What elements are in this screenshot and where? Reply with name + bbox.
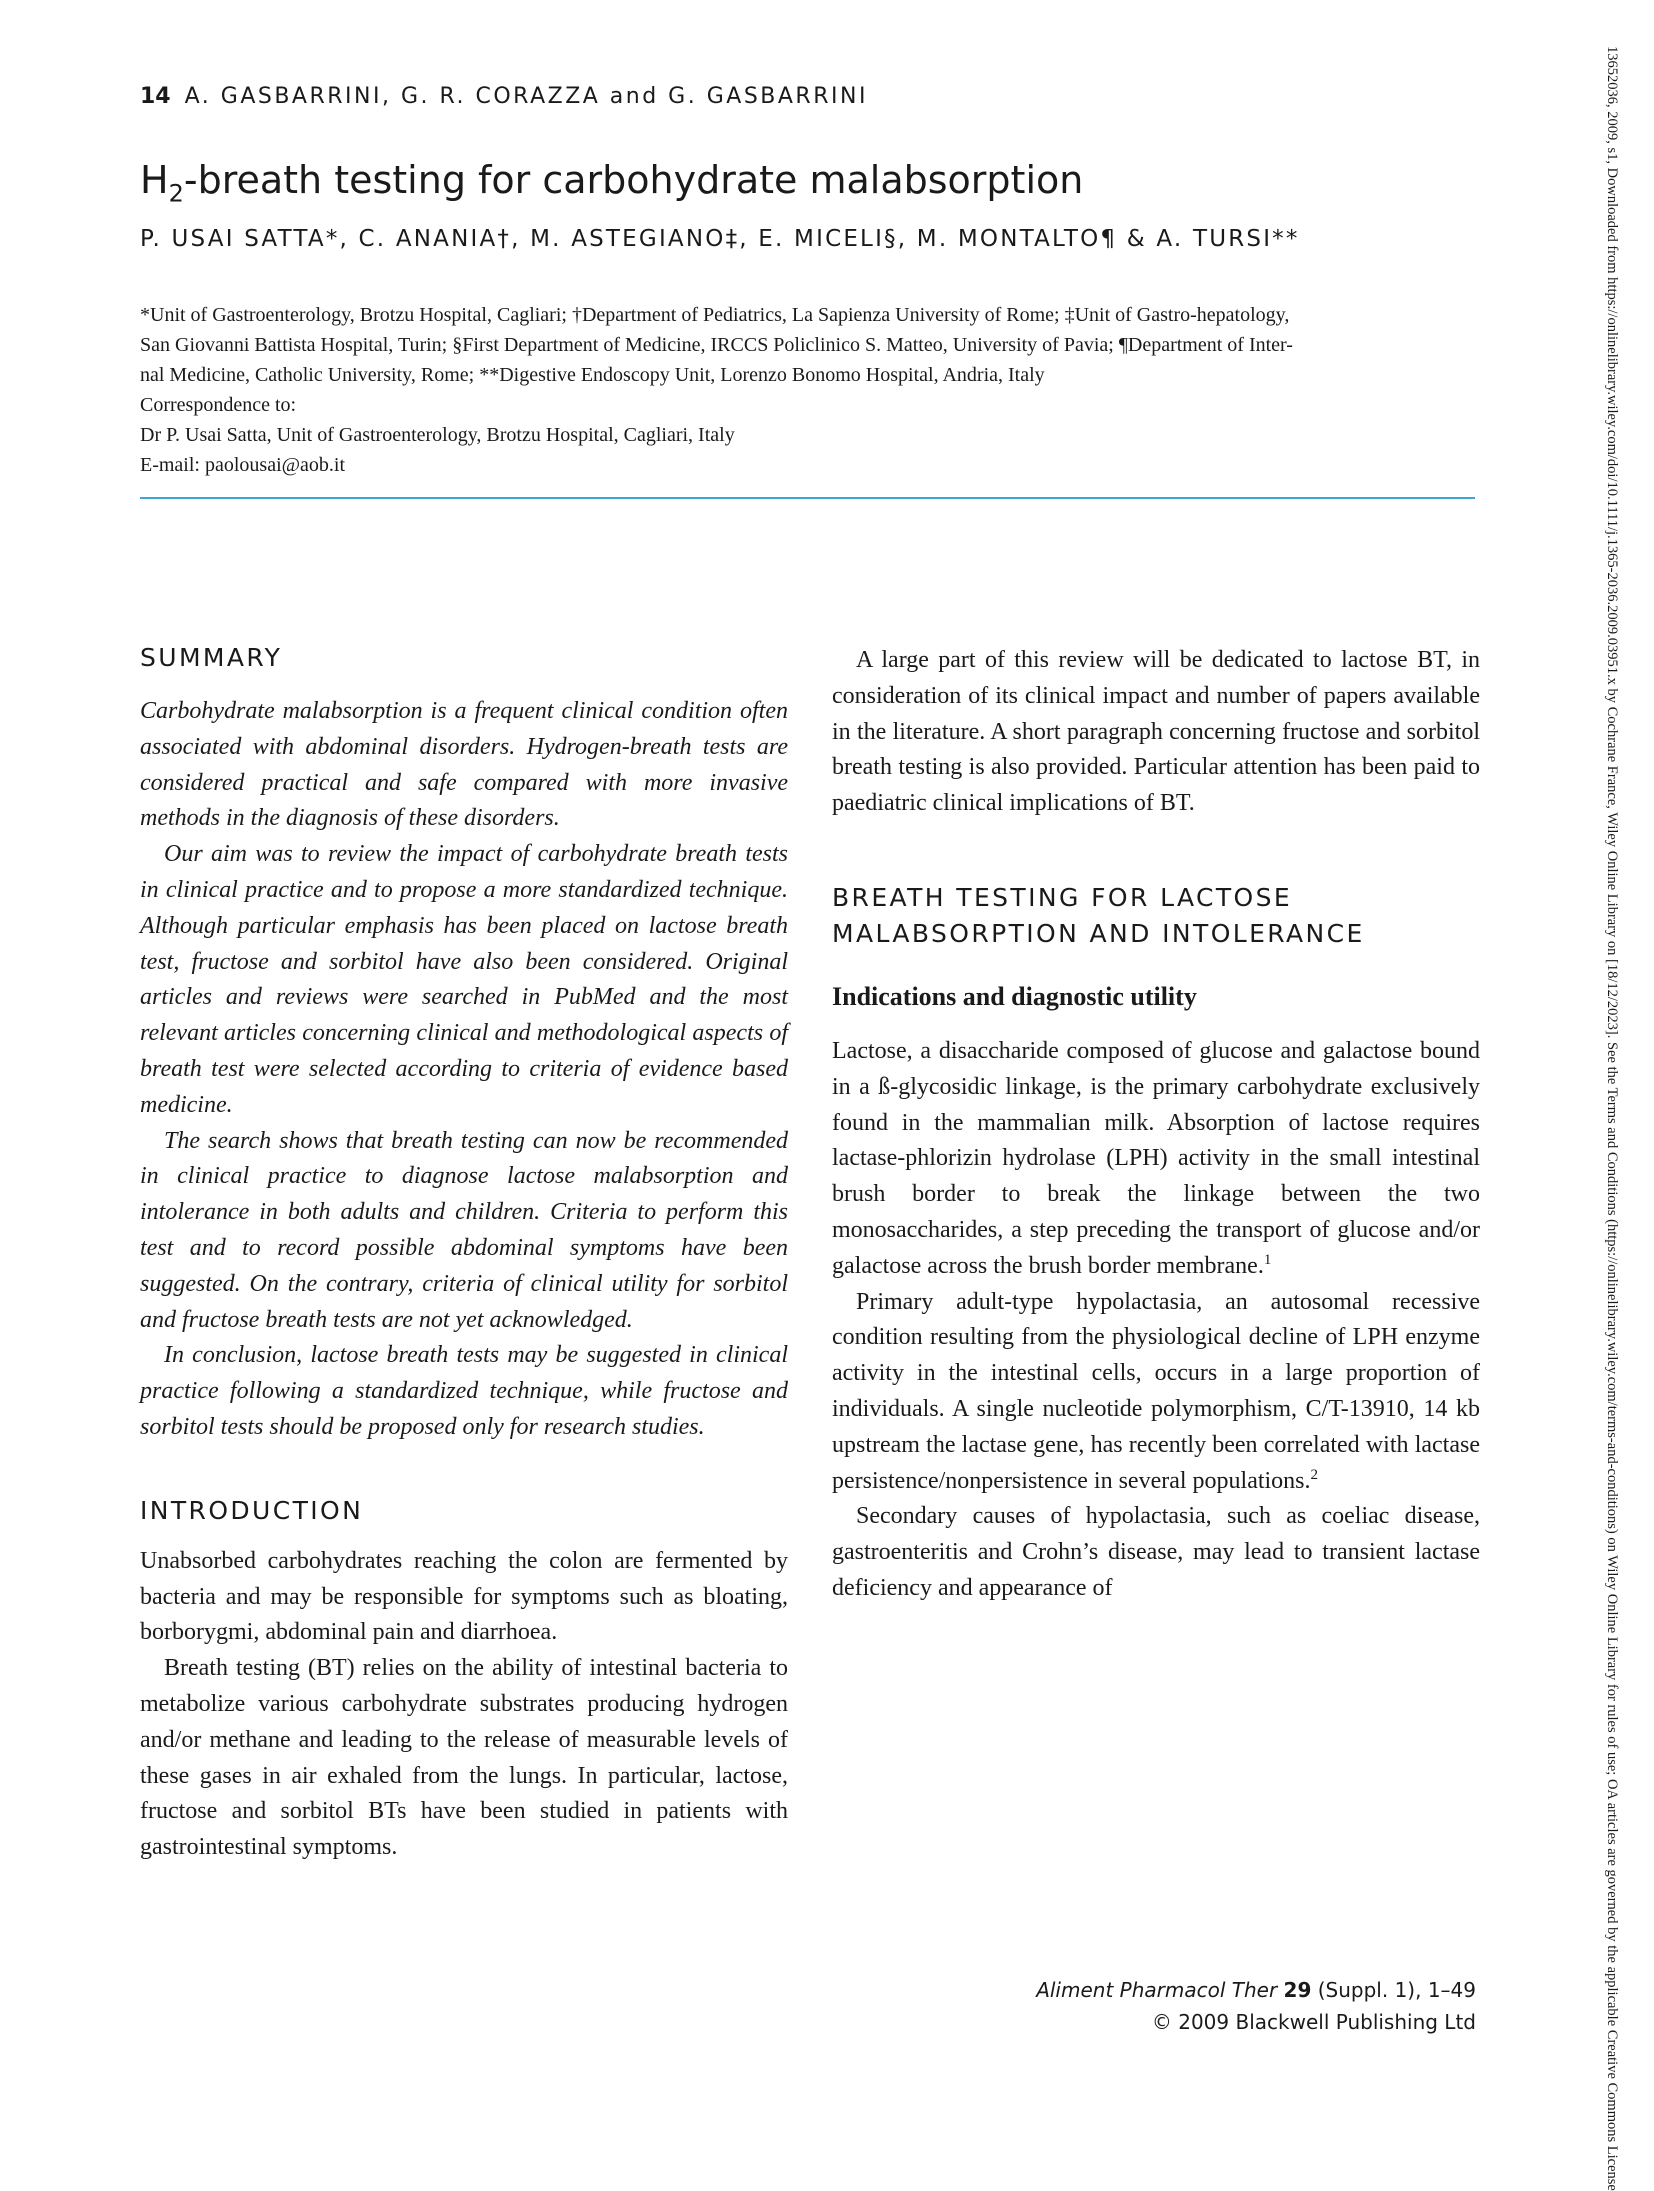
journal-citation: Aliment Pharmacol Ther 29 (Suppl. 1), 1–49 (1036, 1978, 1476, 2002)
author-list: P. USAI SATTA*, C. ANANIA†, M. ASTEGIANO‡, E. MICELI§, M. MONTALTO¶ & A. TURSI** (140, 226, 1300, 252)
lactose-paragraph: Primary adult-type hypolactasia, an autosomal recessive condition resulting from the physiological decline of LPH enzyme activity in the intestinal cells, occurs in a large proportion of individuals. A single nucleotide polymorphism, C/T-13910, 14 kb upstream the lactase gene, has recently been correlated with lactase persistence/nonpersistence in several populations.$^2$ (832, 1288, 1480, 1494)
running-head (140, 84, 868, 109)
correspondence-address: Dr P. Usai Satta, Unit of Gastroenterology, Brotzu Hospital, Cagliari, Italy (140, 424, 735, 446)
header-divider (140, 497, 1475, 499)
lactose-paragraph: Secondary causes of hypolactasia, such as coeliac disease, gastroenteritis and Crohn’s disease, may lead to transient lactase deficiency and appearance of (832, 1503, 1480, 1601)
copyright-notice: © 2009 Blackwell Publishing Ltd (1151, 2010, 1476, 2034)
summary-paragraph: In conclusion, lactose breath tests may be suggested in clinical practice following a standardized technique, while fructose and sorbitol tests should be proposed only for research studies. (140, 1342, 788, 1440)
running-head-authors: A. GASBARRINI, G. R. CORAZZA and G. GASBARRINI (184, 84, 868, 109)
left-column (140, 640, 788, 1866)
page-footer (1036, 1974, 1476, 2038)
affiliations-block (140, 300, 1480, 480)
lactose-paragraph: Lactose, a disaccharide composed of glucose and galactose bound in a ß-glycosidic linkage, is the primary carbohydrate exclusively found in the mammalian milk. Absorption of lactose requires lactase-phlorizin hydrolase (LPH) activity in the small intestinal brush border to break the linkage between the two monosaccharides, a step preceding the transport of glucose and/or galactose across the brush border membrane.$^1$ (832, 1037, 1480, 1279)
lactose-section-heading: BREATH TESTING FOR LACTOSE MALABSORPTION AND INTOLERANCE (832, 882, 1365, 948)
introduction-paragraph: Breath testing (BT) relies on the ability of intestinal bacteria to metabolize various carbohydrate substrates producing hydrogen and/or methane and leading to the release of measurable levels of these gases in air exhaled from the lungs. In particular, lactose, fructose and sorbitol BTs have been studied in patients with gastrointestinal symptoms. (140, 1655, 788, 1861)
summary-heading: SUMMARY (140, 643, 283, 672)
introduction-paragraph: Unabsorbed carbohydrates reaching the colon are fermented by bacteria and may be responsible for symptoms such as bloating, borborygmi, abdominal pain and diarrhoea. (140, 1547, 788, 1646)
affiliation-line: *Unit of Gastroenterology, Brotzu Hospital, Cagliari; †Department of Pediatrics, La Sapienza University of Rome; ‡Unit of Gastro-hepatology, (140, 304, 1290, 326)
introduction-paragraph: A large part of this review will be dedicated to lactose BT, in consideration of its clinical impact and number of papers available in the literature. A short paragraph concerning fructose and sorbitol breath testing is also provided. Particular attention has been paid to paediatric clinical implications of BT. (832, 647, 1480, 817)
affiliation-line: San Giovanni Battista Hospital, Turin; §First Department of Medicine, IRCCS Policlinico S. Matteo, University of Pavia; ¶Department of Inter- (140, 334, 1293, 356)
correspondence-email: E-mail: paolousai@aob.it (140, 454, 346, 476)
affiliation-line: nal Medicine, Catholic University, Rome; **Digestive Endoscopy Unit, Lorenzo Bonomo Hospital, Andria, Italy (140, 364, 1045, 386)
article-title: $H_2$-breath testing for carbohydrate malabsorption (140, 158, 1084, 208)
summary-paragraph: Our aim was to review the impact of carbohydrate breath tests in clinical practice and to propose a more standardized technique. Although particular emphasis has been placed on lactose breath test, fructose and sorbitol have also been considered. Original articles and reviews were searched in PubMed and the most relevant articles concerning clinical and methodological aspects of breath test were selected according to criteria of evidence based medicine. (140, 841, 788, 1118)
summary-paragraph: The search shows that breath testing can now be recommended in clinical practice to diagnose lactose malabsorption and intolerance in both adults and children. Criteria to perform this test and to record possible abdominal symptoms have been suggested. On the contrary, criteria of clinical utility for sorbitol and fructose breath tests are not yet acknowledged. (140, 1127, 788, 1333)
page-number: 14 (140, 84, 171, 109)
download-side-note: 13652036, 2009, s1, Downloaded from https://onlinelibrary.wiley.com/doi/10.1111/j.1365-2036.2009.03951.x by Cochrane France, Wiley Online Library on [18/12/2023]. See the Terms and Conditions (https://onlinelibrary.wiley.com/terms-and-conditions) on Wiley Online Library for rules of use; OA articles are governed by the applicable Creative Commons License (1604, 46, 1620, 2191)
right-column (832, 643, 1480, 1607)
correspondence-label: Correspondence to: (140, 394, 297, 416)
introduction-heading: INTRODUCTION (140, 1495, 364, 1525)
indications-subheading: Indications and diagnostic utility (832, 981, 1197, 1011)
summary-paragraph: Carbohydrate malabsorption is a frequent clinical condition often associated with abdominal disorders. Hydrogen-breath tests are considered practical and safe compared with more invasive methods in the diagnosis of these disorders. (140, 698, 788, 832)
